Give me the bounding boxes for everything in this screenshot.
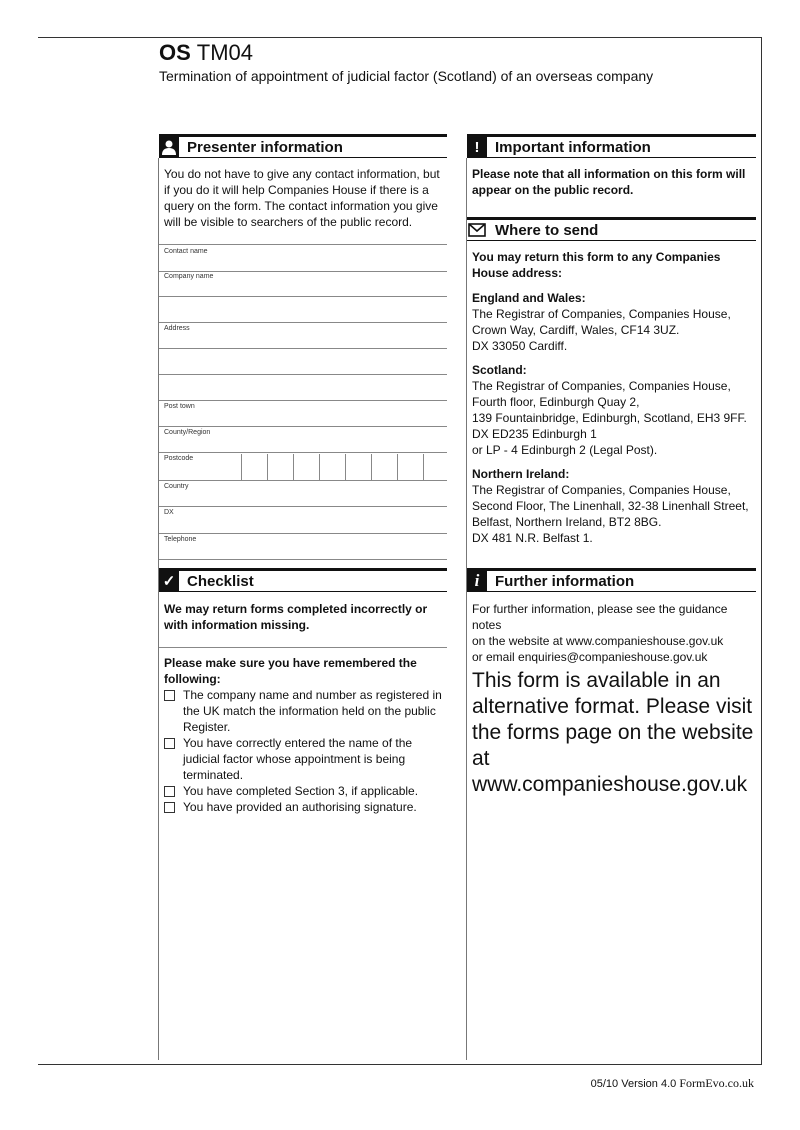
right-column-rule [466,158,467,1060]
checklist-item: You have provided an authorising signature. [164,799,446,815]
further-info-line: For further information, please see the guidance notes [472,602,728,632]
address-field-2[interactable] [159,348,447,375]
postcode-box-divider [241,454,242,480]
presenter-heading: Presenter information [187,138,343,156]
sc-line: DX ED235 Edinburgh 1 [472,427,597,441]
bottom-rule [38,1064,762,1065]
postcode-label: Postcode [164,455,194,462]
presenter-intro: You do not have to give any contact information, but if you do it will help Companies House if there is a query on the form. The contact information you give will be visible to searchers of the public record. [164,167,440,229]
post-town-field[interactable] [159,400,447,427]
post-town-label: Post town [164,403,195,410]
where-to-send-intro: You may return this form to any Companies House address: [472,250,721,280]
ni-line: Second Floor, The Linenhall, 32-38 Linenhall Street, [472,499,749,513]
important-heading: Important information [495,138,651,156]
ni-line: The Registrar of Companies, Companies House, [472,483,731,497]
ni-line: DX 481 N.R. Belfast 1. [472,531,593,545]
further-info-line: or email enquiries@companieshouse.gov.uk [472,650,708,664]
sc-line: 139 Fountainbridge, Edinburgh, Scotland, EH3 9FF. [472,411,747,425]
sc-line: The Registrar of Companies, Companies House, [472,379,731,393]
checklist-body [164,655,446,815]
telephone-label: Telephone [164,536,197,543]
further-info-heading: Further information [495,572,635,590]
dx-label: DX [164,509,174,516]
checklist-heading: Checklist [187,572,254,590]
checklist-item: You have correctly entered the name of the judicial factor whose appointment is being terminated. [164,735,446,783]
where-to-send-header [467,217,756,241]
exclamation-icon: ! [467,137,487,157]
postcode-box-divider [293,454,294,480]
ni-line: Belfast, Northern Ireland, BT2 8BG. [472,515,662,529]
checkbox-icon [164,802,175,813]
postcode-field[interactable] [159,452,447,481]
checklist-header [159,568,447,592]
sc-line: Fourth floor, Edinburgh Quay 2, [472,395,640,409]
envelope-icon [467,220,487,240]
ni-title: Northern Ireland: [472,467,570,481]
checklist-item: You have completed Section 3, if applicable. [164,783,446,799]
further-info-body [472,601,758,665]
important-text: Please note that all information on this form will appear on the public record. [472,167,746,197]
address-field[interactable] [159,322,447,349]
further-info-header [467,568,756,592]
checklist-divider [159,647,447,648]
company-name-field-2[interactable] [159,296,447,323]
checklist-remember: Please make sure you have remembered the following: [164,656,417,686]
form-subtitle: Termination of appointment of judicial factor (Scotland) of an overseas company [159,68,654,84]
where-to-send-heading: Where to send [495,221,599,239]
top-rule [38,37,762,38]
postcode-box-divider [267,454,268,480]
checklist-item: The company name and number as registered in the UK match the information held on the public Register. [164,687,446,735]
contact-name-field[interactable] [159,244,447,272]
checkbox-icon [164,786,175,797]
form-title [159,40,253,66]
ew-line: DX 33050 Cardiff. [472,339,568,353]
country-field[interactable] [159,480,447,507]
sc-title: Scotland: [472,363,527,377]
sc-line: or LP - 4 Edinburgh 2 (Legal Post). [472,443,658,457]
postcode-box-divider [423,454,424,480]
form-code: TM04 [196,40,254,65]
postcode-box-divider [371,454,372,480]
address-field-3[interactable] [159,374,447,401]
important-header [467,134,756,158]
ew-line: Crown Way, Cardiff, Wales, CF14 3UZ. [472,323,680,337]
checkbox-icon [164,738,175,749]
dx-field[interactable] [159,506,447,534]
footer-version: 05/10 Version 4.0 [590,1078,677,1090]
address-label: Address [164,325,190,332]
person-icon [159,137,179,157]
right-rule [761,37,762,1065]
presenter-header [159,134,447,158]
contact-name-label: Contact name [164,248,208,255]
postcode-box-divider [397,454,398,480]
checklist-warning: We may return forms completed incorrectly or with information missing. [164,602,428,632]
checkmark-icon: ✓ [159,571,179,591]
country-label: Country [164,483,189,490]
alternative-format-notice: This form is available in an alternative format. Please visit the forms page on the website at www.companieshouse.gov.uk [472,669,754,796]
company-name-field[interactable] [159,270,447,297]
telephone-field[interactable] [159,533,447,560]
postcode-box-divider [319,454,320,480]
company-name-label: Company name [164,273,214,280]
checkbox-icon [164,690,175,701]
county-region-field[interactable] [159,426,447,453]
footer [591,1076,754,1091]
form-prefix: OS [159,40,191,65]
further-info-line: on the website at www.companieshouse.gov.uk [472,634,724,648]
county-region-label: County/Region [164,429,211,436]
ew-line: The Registrar of Companies, Companies House, [472,307,731,321]
footer-brand: FormEvo.co.uk [679,1076,754,1090]
info-icon: i [467,571,487,591]
ew-title: England and Wales: [472,291,586,305]
postcode-box-divider [345,454,346,480]
where-to-send-body [472,249,758,546]
